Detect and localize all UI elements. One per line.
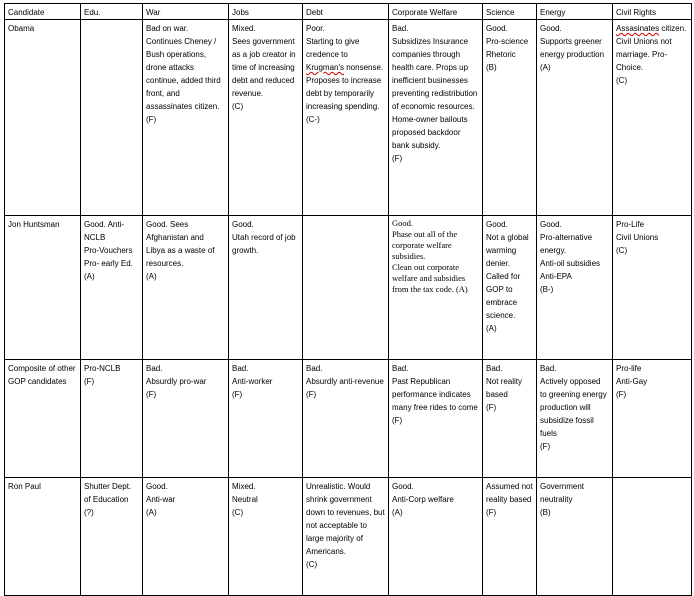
civil-rights-cell: Pro-Life Civil Unions (C) <box>613 216 692 360</box>
jobs-cell: Bad. Anti-worker (F) <box>229 360 303 478</box>
debt-text: nonsense. Proposes to increase debt by temporarily increasing spending. (C-) <box>306 63 384 124</box>
header-cell: Edu. <box>81 4 143 20</box>
edu-cell <box>81 20 143 216</box>
corporate-welfare-cell: Bad. Subsidizes Insurance companies through health care. Props up inefficient businesses preventing redistribution of economic resources. Home-owner bailouts proposed backdoor bank subsidy. (F) <box>389 20 483 216</box>
header-row <box>5 4 692 20</box>
edu-cell: Good. Anti-NCLB Pro-Vouchers Pro- early Ed. (A) <box>81 216 143 360</box>
war-cell: Bad on war. Continues Cheney / Bush operations, drone attacks continue, added third front, and assassinates citizen. (F) <box>143 20 229 216</box>
jobs-cell: Good. Utah record of job growth. <box>229 216 303 360</box>
war-cell: Good. Anti-war (A) <box>143 478 229 596</box>
debt-cell: Unrealistic. Would shrink government down to revenues, but not acceptable to large majority of Americans. (C) <box>303 478 389 596</box>
corporate-welfare-cell: Bad. Past Republican performance indicates many free rides to come (F) <box>389 360 483 478</box>
table-row <box>5 360 692 478</box>
edu-cell: Shutter Dept. of Education (?) <box>81 478 143 596</box>
debt-cell <box>303 216 389 360</box>
civil-rights-cell: Pro-life Anti-Gay (F) <box>613 360 692 478</box>
war-cell: Good. Sees Afghanistan and Libya as a waste of resources. (A) <box>143 216 229 360</box>
table-row <box>5 478 692 596</box>
science-cell: Bad. Not reality based (F) <box>483 360 537 478</box>
civil-rights-cell <box>613 478 692 596</box>
edu-cell: Pro-NCLB (F) <box>81 360 143 478</box>
science-cell: Good. Pro-science Rhetoric (B) <box>483 20 537 216</box>
table-row <box>5 20 692 216</box>
header-cell: Debt <box>303 4 389 20</box>
debt-text: Poor. Starting to give credence to <box>306 24 360 59</box>
header-cell: Energy <box>537 4 613 20</box>
candidate-comparison-table <box>4 3 692 596</box>
civil-rights-cell <box>613 20 692 216</box>
civil-rights-text: citizen. Civil Unions not marriage. Pro-Choice. (C) <box>616 24 687 85</box>
candidate-cell: Obama <box>5 20 81 216</box>
spellcheck-underlined-word: Assasinates <box>616 24 660 33</box>
header-cell: Science <box>483 4 537 20</box>
corporate-welfare-cell: Good. Anti-Corp welfare (A) <box>389 478 483 596</box>
header-cell: Corporate Welfare <box>389 4 483 20</box>
energy-cell: Bad. Actively opposed to greening energy production will subsidize fossil fuels (F) <box>537 360 613 478</box>
header-cell: Candidate <box>5 4 81 20</box>
jobs-cell: Mixed. Sees government as a job creator in time of increasing debt and reduced revenue. (C) <box>229 20 303 216</box>
science-cell: Assumed not reality based (F) <box>483 478 537 596</box>
header-cell: Civil Rights <box>613 4 692 20</box>
science-cell: Good. Not a global warming denier. Called for GOP to embrace science. (A) <box>483 216 537 360</box>
debt-cell <box>303 20 389 216</box>
energy-cell: Good. Supports greener energy production (A) <box>537 20 613 216</box>
candidate-cell: Jon Huntsman <box>5 216 81 360</box>
energy-cell: Good. Pro-alternative energy. Anti-oil subsidies Anti-EPA (B-) <box>537 216 613 360</box>
candidate-cell: Ron Paul <box>5 478 81 596</box>
header-cell: Jobs <box>229 4 303 20</box>
spellcheck-underlined-word: Krugman's <box>306 63 344 72</box>
war-cell: Bad. Absurdly pro-war (F) <box>143 360 229 478</box>
table-row <box>5 216 692 360</box>
jobs-cell: Mixed. Neutral (C) <box>229 478 303 596</box>
corporate-welfare-cell: Good. Phase out all of the corporate welfare subsidies. Clean out corporate welfare and subsidies from the tax code. (A) <box>389 216 483 360</box>
header-cell: War <box>143 4 229 20</box>
energy-cell: Government neutrality (B) <box>537 478 613 596</box>
candidate-cell: Composite of other GOP candidates <box>5 360 81 478</box>
debt-cell: Bad. Absurdly anti-revenue (F) <box>303 360 389 478</box>
